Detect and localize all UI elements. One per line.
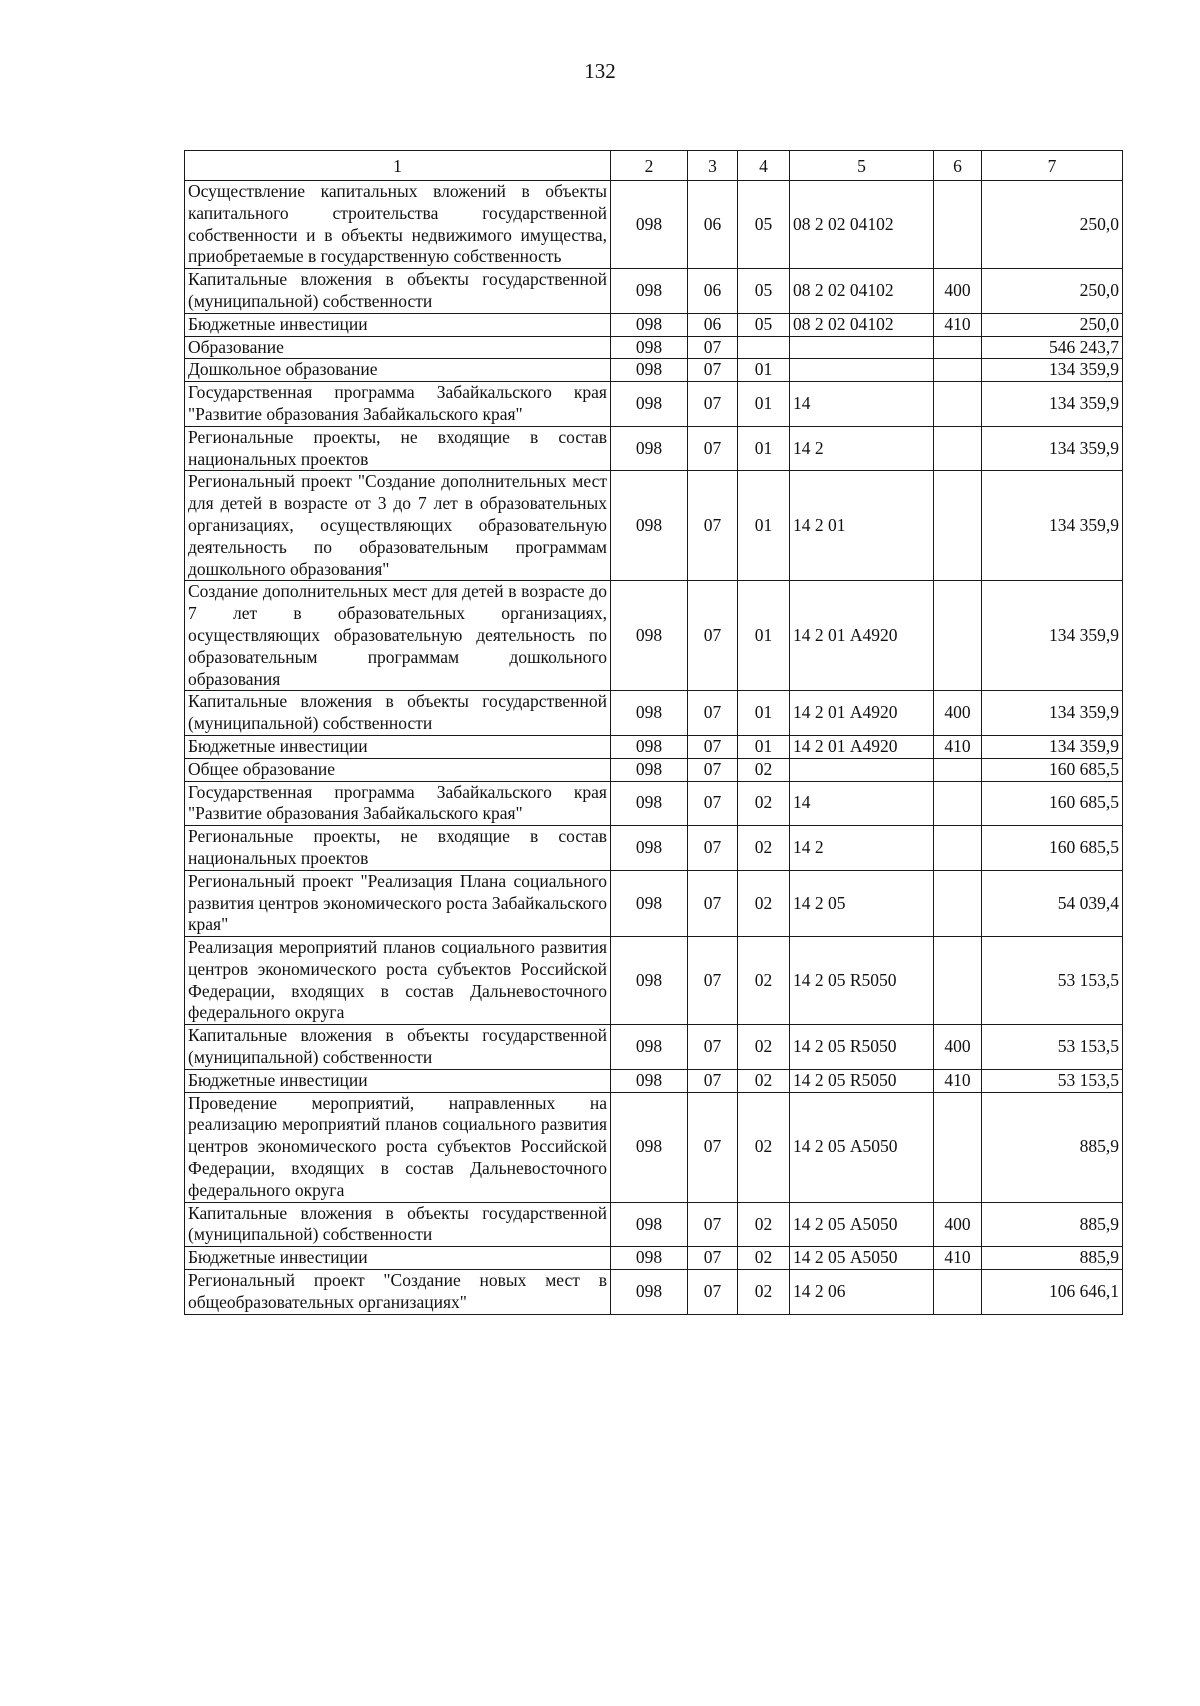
row-description: Капитальные вложения в объекты государственной (муниципальной) собственности [185,1202,611,1247]
row-subsection-code: 01 [738,359,790,382]
row-section-code: 07 [688,1247,738,1270]
row-section-code: 06 [688,313,738,336]
row-section-code: 06 [688,181,738,269]
row-target-article: 14 2 05 R5050 [790,937,934,1025]
row-target-article: 14 2 01 [790,471,934,581]
row-subsection-code: 01 [738,471,790,581]
row-section-code: 07 [688,581,738,691]
table-row [185,826,1123,871]
row-expense-type [934,471,982,581]
row-ministry-code: 098 [611,269,688,314]
row-amount: 53 153,5 [982,1069,1123,1092]
row-expense-type: 410 [934,313,982,336]
row-expense-type [934,826,982,871]
table-row [185,426,1123,471]
row-ministry-code: 098 [611,1025,688,1070]
row-section-code: 07 [688,735,738,758]
row-expense-type [934,336,982,359]
row-description: Государственная программа Забайкальского края "Развитие образования Забайкальского края" [185,781,611,826]
row-subsection-code: 02 [738,1247,790,1270]
row-subsection-code: 02 [738,1025,790,1070]
row-amount: 134 359,9 [982,581,1123,691]
row-description: Проведение мероприятий, направленных на реализацию мероприятий планов социального развития центров экономического роста субъектов Российской Федерации, входящих в состав Дальневосточного федерального округа [185,1092,611,1202]
row-subsection-code: 01 [738,581,790,691]
row-section-code: 07 [688,1092,738,1202]
table-row [185,758,1123,781]
row-description: Образование [185,336,611,359]
table-row [185,691,1123,736]
row-subsection-code: 05 [738,313,790,336]
row-target-article [790,758,934,781]
row-section-code: 07 [688,758,738,781]
row-description: Реализация мероприятий планов социального развития центров экономического роста субъектов Российской Федерации, входящих в состав Дальневосточного федерального округа [185,937,611,1025]
row-amount: 250,0 [982,313,1123,336]
row-amount: 160 685,5 [982,826,1123,871]
table-row [185,1092,1123,1202]
table-row [185,1025,1123,1070]
row-ministry-code: 098 [611,781,688,826]
row-ministry-code: 098 [611,181,688,269]
row-section-code: 07 [688,426,738,471]
row-ministry-code: 098 [611,937,688,1025]
table-row [185,181,1123,269]
row-subsection-code: 02 [738,937,790,1025]
row-description: Государственная программа Забайкальского края "Развитие образования Забайкальского края" [185,382,611,427]
row-description: Региональный проект "Создание новых мест в общеобразовательных организациях" [185,1270,611,1315]
table-row [185,781,1123,826]
row-amount: 250,0 [982,181,1123,269]
row-amount: 134 359,9 [982,382,1123,427]
row-ministry-code: 098 [611,336,688,359]
row-ministry-code: 098 [611,758,688,781]
row-ministry-code: 098 [611,1092,688,1202]
row-amount: 885,9 [982,1247,1123,1270]
row-subsection-code: 02 [738,781,790,826]
header-col-6: 6 [934,151,982,181]
row-subsection-code: 01 [738,382,790,427]
row-amount: 134 359,9 [982,359,1123,382]
row-subsection-code: 02 [738,826,790,871]
table-row [185,735,1123,758]
row-description: Капитальные вложения в объекты государственной (муниципальной) собственности [185,691,611,736]
row-description: Капитальные вложения в объекты государственной (муниципальной) собственности [185,269,611,314]
row-amount: 54 039,4 [982,870,1123,936]
row-description: Дошкольное образование [185,359,611,382]
row-section-code: 06 [688,269,738,314]
row-amount: 885,9 [982,1202,1123,1247]
row-ministry-code: 098 [611,1069,688,1092]
row-description: Региональные проекты, не входящие в состав национальных проектов [185,826,611,871]
row-expense-type [934,581,982,691]
row-subsection-code: 02 [738,758,790,781]
row-ministry-code: 098 [611,735,688,758]
row-ministry-code: 098 [611,1247,688,1270]
row-expense-type: 400 [934,1202,982,1247]
row-section-code: 07 [688,870,738,936]
table-row [185,1069,1123,1092]
row-target-article: 14 2 05 R5050 [790,1069,934,1092]
row-target-article: 14 2 05 А5050 [790,1092,934,1202]
header-col-1: 1 [185,151,611,181]
row-target-article: 14 [790,382,934,427]
row-expense-type [934,426,982,471]
row-ministry-code: 098 [611,870,688,936]
row-expense-type [934,382,982,427]
row-subsection-code: 01 [738,735,790,758]
row-description: Создание дополнительных мест для детей в возрасте до 7 лет в образовательных организациях, осуществляющих образовательную деятельность по образовательным программам дошкольного образования [185,581,611,691]
row-subsection-code: 02 [738,1270,790,1315]
row-ministry-code: 098 [611,1270,688,1315]
row-section-code: 07 [688,1270,738,1315]
row-target-article: 14 2 [790,826,934,871]
row-ministry-code: 098 [611,313,688,336]
row-expense-type: 410 [934,1247,982,1270]
row-expense-type [934,937,982,1025]
row-amount: 160 685,5 [982,758,1123,781]
row-expense-type [934,758,982,781]
row-expense-type: 410 [934,735,982,758]
row-target-article: 14 2 05 А5050 [790,1202,934,1247]
row-amount: 134 359,9 [982,426,1123,471]
row-amount: 106 646,1 [982,1270,1123,1315]
row-subsection-code: 02 [738,1202,790,1247]
row-subsection-code: 01 [738,426,790,471]
row-ministry-code: 098 [611,1202,688,1247]
row-target-article: 14 [790,781,934,826]
row-amount: 53 153,5 [982,1025,1123,1070]
table-row [185,269,1123,314]
table-row [185,1270,1123,1315]
row-target-article [790,359,934,382]
row-description: Бюджетные инвестиции [185,735,611,758]
row-description: Региональный проект "Создание дополнительных мест для детей в возрасте от 3 до 7 лет в образовательных организациях, осуществляющих образовательную деятельность по образовательным программам дошкольного образования" [185,471,611,581]
row-target-article: 14 2 05 А5050 [790,1247,934,1270]
row-subsection-code: 02 [738,1092,790,1202]
row-target-article: 14 2 [790,426,934,471]
row-target-article: 08 2 02 04102 [790,269,934,314]
table-row [185,1247,1123,1270]
row-expense-type [934,1092,982,1202]
table-row [185,471,1123,581]
row-target-article: 14 2 05 [790,870,934,936]
row-description: Капитальные вложения в объекты государственной (муниципальной) собственности [185,1025,611,1070]
row-target-article: 14 2 01 А4920 [790,735,934,758]
row-amount: 885,9 [982,1092,1123,1202]
row-subsection-code [738,336,790,359]
row-description: Бюджетные инвестиции [185,1247,611,1270]
row-section-code: 07 [688,937,738,1025]
row-section-code: 07 [688,382,738,427]
table-row [185,581,1123,691]
row-expense-type [934,359,982,382]
row-expense-type: 400 [934,691,982,736]
budget-table [184,150,1123,1315]
table-row [185,359,1123,382]
row-expense-type [934,870,982,936]
row-expense-type [934,181,982,269]
row-target-article: 08 2 02 04102 [790,181,934,269]
table-row [185,937,1123,1025]
table-row [185,313,1123,336]
row-amount: 250,0 [982,269,1123,314]
row-description: Осуществление капитальных вложений в объекты капитального строительства государственной собственности и в объекты недвижимого имущества, приобретаемые в государственную собственность [185,181,611,269]
row-section-code: 07 [688,781,738,826]
row-target-article [790,336,934,359]
row-subsection-code: 02 [738,870,790,936]
row-subsection-code: 02 [738,1069,790,1092]
row-subsection-code: 01 [738,691,790,736]
row-section-code: 07 [688,359,738,382]
row-expense-type [934,781,982,826]
header-col-3: 3 [688,151,738,181]
row-target-article: 14 2 06 [790,1270,934,1315]
row-section-code: 07 [688,1069,738,1092]
row-description: Бюджетные инвестиции [185,1069,611,1092]
row-amount: 134 359,9 [982,691,1123,736]
table-row [185,1202,1123,1247]
header-col-4: 4 [738,151,790,181]
row-amount: 134 359,9 [982,735,1123,758]
row-target-article: 08 2 02 04102 [790,313,934,336]
row-ministry-code: 098 [611,826,688,871]
row-amount: 134 359,9 [982,471,1123,581]
row-ministry-code: 098 [611,426,688,471]
row-description: Общее образование [185,758,611,781]
row-section-code: 07 [688,1025,738,1070]
row-section-code: 07 [688,336,738,359]
row-subsection-code: 05 [738,181,790,269]
row-ministry-code: 098 [611,382,688,427]
table-row [185,382,1123,427]
row-expense-type [934,1270,982,1315]
page-number: 132 [584,59,616,83]
row-expense-type: 410 [934,1069,982,1092]
table-row [185,870,1123,936]
row-description: Региональный проект "Реализация Плана социального развития центров экономического роста Забайкальского края" [185,870,611,936]
row-ministry-code: 098 [611,691,688,736]
row-subsection-code: 05 [738,269,790,314]
row-ministry-code: 098 [611,471,688,581]
header-col-7: 7 [982,151,1123,181]
row-amount: 160 685,5 [982,781,1123,826]
row-description: Бюджетные инвестиции [185,313,611,336]
row-section-code: 07 [688,691,738,736]
row-target-article: 14 2 05 R5050 [790,1025,934,1070]
row-ministry-code: 098 [611,581,688,691]
row-section-code: 07 [688,826,738,871]
row-expense-type: 400 [934,1025,982,1070]
row-ministry-code: 098 [611,359,688,382]
row-target-article: 14 2 01 А4920 [790,691,934,736]
row-expense-type: 400 [934,269,982,314]
header-col-5: 5 [790,151,934,181]
header-col-2: 2 [611,151,688,181]
row-section-code: 07 [688,1202,738,1247]
row-section-code: 07 [688,471,738,581]
row-target-article: 14 2 01 А4920 [790,581,934,691]
table-header-row [185,151,1123,181]
row-amount: 546 243,7 [982,336,1123,359]
row-amount: 53 153,5 [982,937,1123,1025]
row-description: Региональные проекты, не входящие в состав национальных проектов [185,426,611,471]
table-row [185,336,1123,359]
